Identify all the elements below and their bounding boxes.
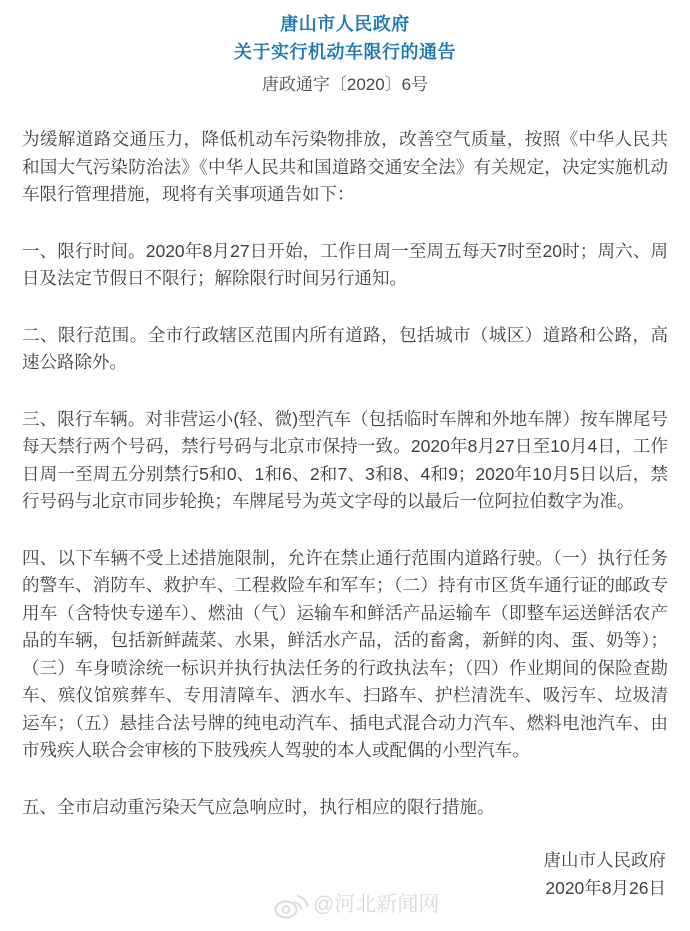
intro-paragraph: 为缓解道路交通压力，降低机动车污染物排放，改善空气质量，按照《中华人民共和国大气污染防治法》《中华人民共和国道路交通安全法》有关规定，决定实施机动车限行管理措施，现将有关事项通告如下：	[22, 129, 668, 204]
watermark-text: @河北新闻网	[313, 893, 440, 916]
article-1-restriction-time: 一、限行时间。2020年8月27日开始，工作日周一至周五每天7时至20时；周六、周日及法定节假日不限行；解除限行时间另行通知。	[22, 240, 668, 288]
signature-issuer: 唐山市人民政府	[543, 850, 666, 870]
document-header	[22, 10, 668, 97]
document-subtitle: 关于实行机动车限行的通告	[234, 42, 456, 62]
document-body	[22, 126, 668, 821]
document-number: 唐政通字〔2020〕6号	[261, 75, 429, 94]
article-3-restricted-vehicles: 三、限行车辆。对非营运小(轻、微)型汽车（包括临时车牌和外地车牌）按车牌尾号每天禁行两个号码，禁行号码与北京市保持一致。2020年8月27日至10月4日，工作日周一至周五分别禁行5和0、1和6、2和7、3和8、4和9；2020年10月5日以后，禁行号码与北京市同步轮换；车牌尾号为英文字母的以最后一位阿拉伯数字为准。	[22, 408, 668, 511]
watermark	[272, 891, 439, 919]
article-5-emergency-response: 五、全市启动重污染天气应急响应时，执行相应的限行措施。	[22, 796, 495, 817]
article-4-exempt-vehicles: 四、以下车辆不受上述措施限制，允许在禁止通行范围内道路行驶。（一）执行任务的警车、消防车、救护车、工程救险车和军车；（二）持有市区货车通行证的邮政专用车（含特快专递车）、燃油（气）运输车和鲜活产品运输车（即整车运送鲜活农产品的车辆，包括新鲜蔬菜、水果，鲜活水产品，活的畜禽，新鲜的肉、蛋、奶等）；（三）车身喷涂统一标识并执行执法任务的行政执法车；（四）作业期间的保险查勘车、殡仪馆殡葬车、专用清障车、洒水车、扫路车、护栏清洗车、吸污车、垃圾清运车；（五）悬挂合法号牌的纯电动汽车、插电式混合动力汽车、燃料电池汽车、由市残疾人联合会审核的下肢残疾人驾驶的本人或配偶的小型汽车。	[22, 547, 668, 760]
signature-date: 2020年8月26日	[545, 877, 666, 898]
weibo-eye-icon	[272, 891, 310, 919]
article-2-restriction-area: 二、限行范围。全市行政辖区范围内所有道路，包括城市（城区）道路和公路，高速公路除外。	[22, 324, 668, 372]
document-title: 唐山市人民政府	[280, 14, 410, 34]
